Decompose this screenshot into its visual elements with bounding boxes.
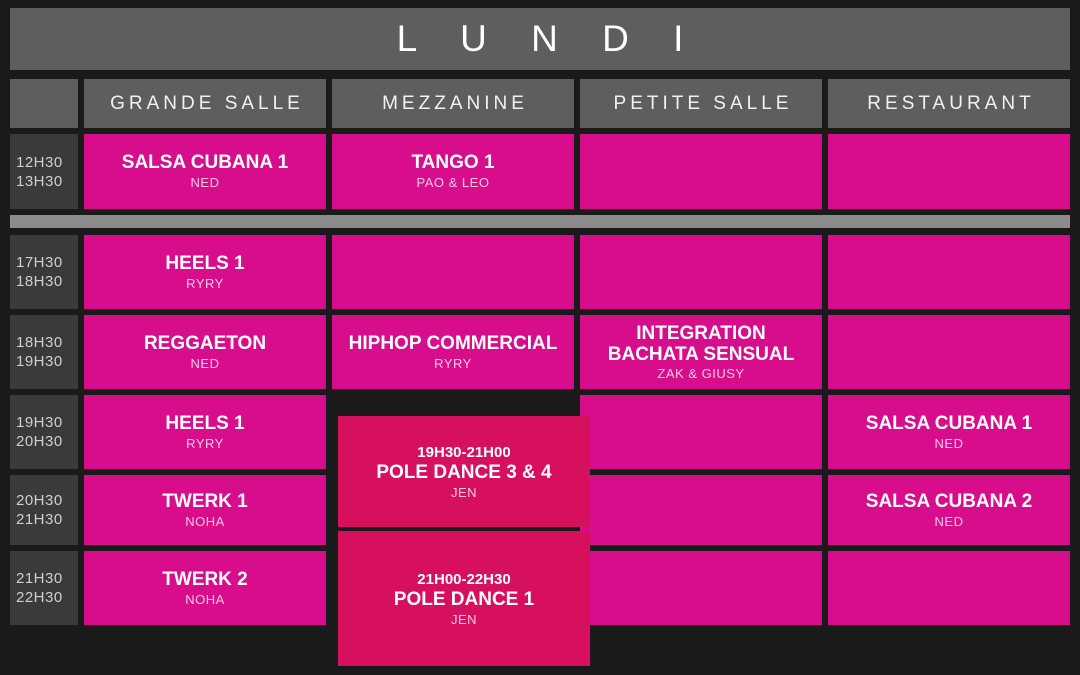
class-name: HIPHOP COMMERCIAL <box>348 332 558 354</box>
time-start: 18H30 <box>16 334 63 351</box>
class-name: TANGO 1 <box>411 152 495 173</box>
class-slot-empty[interactable] <box>828 235 1070 309</box>
class-slot[interactable] <box>84 235 326 309</box>
class-slot-empty[interactable] <box>580 395 822 469</box>
class-teacher: NED <box>190 355 220 371</box>
class-slot-empty[interactable] <box>580 475 822 545</box>
time-label <box>10 395 78 469</box>
class-name: HEELS 1 <box>165 252 245 274</box>
class-teacher: RYRY <box>434 355 472 371</box>
class-teacher: JEN <box>450 611 478 627</box>
time-start: 21H30 <box>16 570 63 587</box>
class-name: HEELS 1 <box>165 412 245 434</box>
class-slot[interactable] <box>84 551 326 625</box>
schedule-row <box>10 134 1070 209</box>
class-teacher: RYRY <box>186 275 224 291</box>
class-slot-pole-dance-3-4[interactable] <box>338 416 590 527</box>
class-name: INTEGRATION BACHATA SENSUAL <box>607 322 795 365</box>
time-label <box>10 315 78 389</box>
class-teacher: NOHA <box>185 513 225 529</box>
class-slot[interactable] <box>84 475 326 545</box>
class-name: SALSA CUBANA 1 <box>121 152 289 173</box>
time-start: 20H30 <box>16 492 63 509</box>
time-start: 12H30 <box>16 153 63 171</box>
class-slot[interactable] <box>828 475 1070 545</box>
class-time: 21H00-22H30 <box>417 570 511 588</box>
page-title: L U N D I <box>396 18 701 59</box>
class-name: POLE DANCE 3 & 4 <box>376 461 552 483</box>
class-slot[interactable] <box>828 395 1070 469</box>
time-end: 20H30 <box>16 433 63 450</box>
class-teacher: JEN <box>450 484 478 500</box>
class-slot-empty[interactable] <box>580 134 822 209</box>
class-slot-empty[interactable] <box>580 551 822 625</box>
time-end: 22H30 <box>16 589 63 606</box>
class-slot[interactable] <box>84 134 326 209</box>
class-slot-empty[interactable] <box>828 315 1070 389</box>
class-slot[interactable] <box>332 315 574 389</box>
class-slot-empty[interactable] <box>580 235 822 309</box>
class-teacher: NED <box>190 175 220 190</box>
class-slot-empty[interactable] <box>828 134 1070 209</box>
day-title-bar <box>10 8 1070 70</box>
class-teacher: PAO & LEO <box>416 175 490 190</box>
class-slot-empty[interactable] <box>828 551 1070 625</box>
class-teacher: RYRY <box>186 435 224 451</box>
time-label <box>10 475 78 545</box>
class-teacher: NED <box>934 435 964 451</box>
column-header-row <box>10 79 1070 128</box>
column-header-grande-salle: GRANDE SALLE <box>84 79 326 128</box>
header-time-corner <box>10 79 78 128</box>
class-name: SALSA CUBANA 2 <box>865 490 1033 512</box>
time-end: 21H30 <box>16 511 63 528</box>
class-slot-pole-dance-1[interactable] <box>338 531 590 666</box>
section-separator <box>10 215 1070 228</box>
time-end: 19H30 <box>16 353 63 370</box>
time-label <box>10 551 78 625</box>
class-slot-empty[interactable] <box>332 235 574 309</box>
class-slot[interactable] <box>84 395 326 469</box>
class-name: REGGAETON <box>143 332 267 354</box>
schedule-row <box>10 315 1070 389</box>
time-end: 18H30 <box>16 273 63 290</box>
column-header-restaurant: RESTAURANT <box>828 79 1070 128</box>
class-slot[interactable] <box>84 315 326 389</box>
class-name: POLE DANCE 1 <box>393 588 535 610</box>
class-name: TWERK 1 <box>162 490 248 512</box>
class-name: SALSA CUBANA 1 <box>865 412 1033 434</box>
column-header-petite-salle: PETITE SALLE <box>580 79 822 128</box>
class-name: TWERK 2 <box>162 568 248 590</box>
schedule-row <box>10 235 1070 309</box>
class-teacher: ZAK & GIUSY <box>657 365 745 381</box>
class-time: 19H30-21H00 <box>417 443 511 461</box>
column-header-mezzanine: MEZZANINE <box>332 79 574 128</box>
class-slot[interactable] <box>580 315 822 389</box>
time-end: 13H30 <box>16 172 63 190</box>
class-slot[interactable] <box>332 134 574 209</box>
time-label <box>10 134 78 209</box>
class-teacher: NED <box>934 513 964 529</box>
time-start: 17H30 <box>16 254 63 271</box>
time-start: 19H30 <box>16 414 63 431</box>
class-teacher: NOHA <box>185 591 225 607</box>
time-label <box>10 235 78 309</box>
